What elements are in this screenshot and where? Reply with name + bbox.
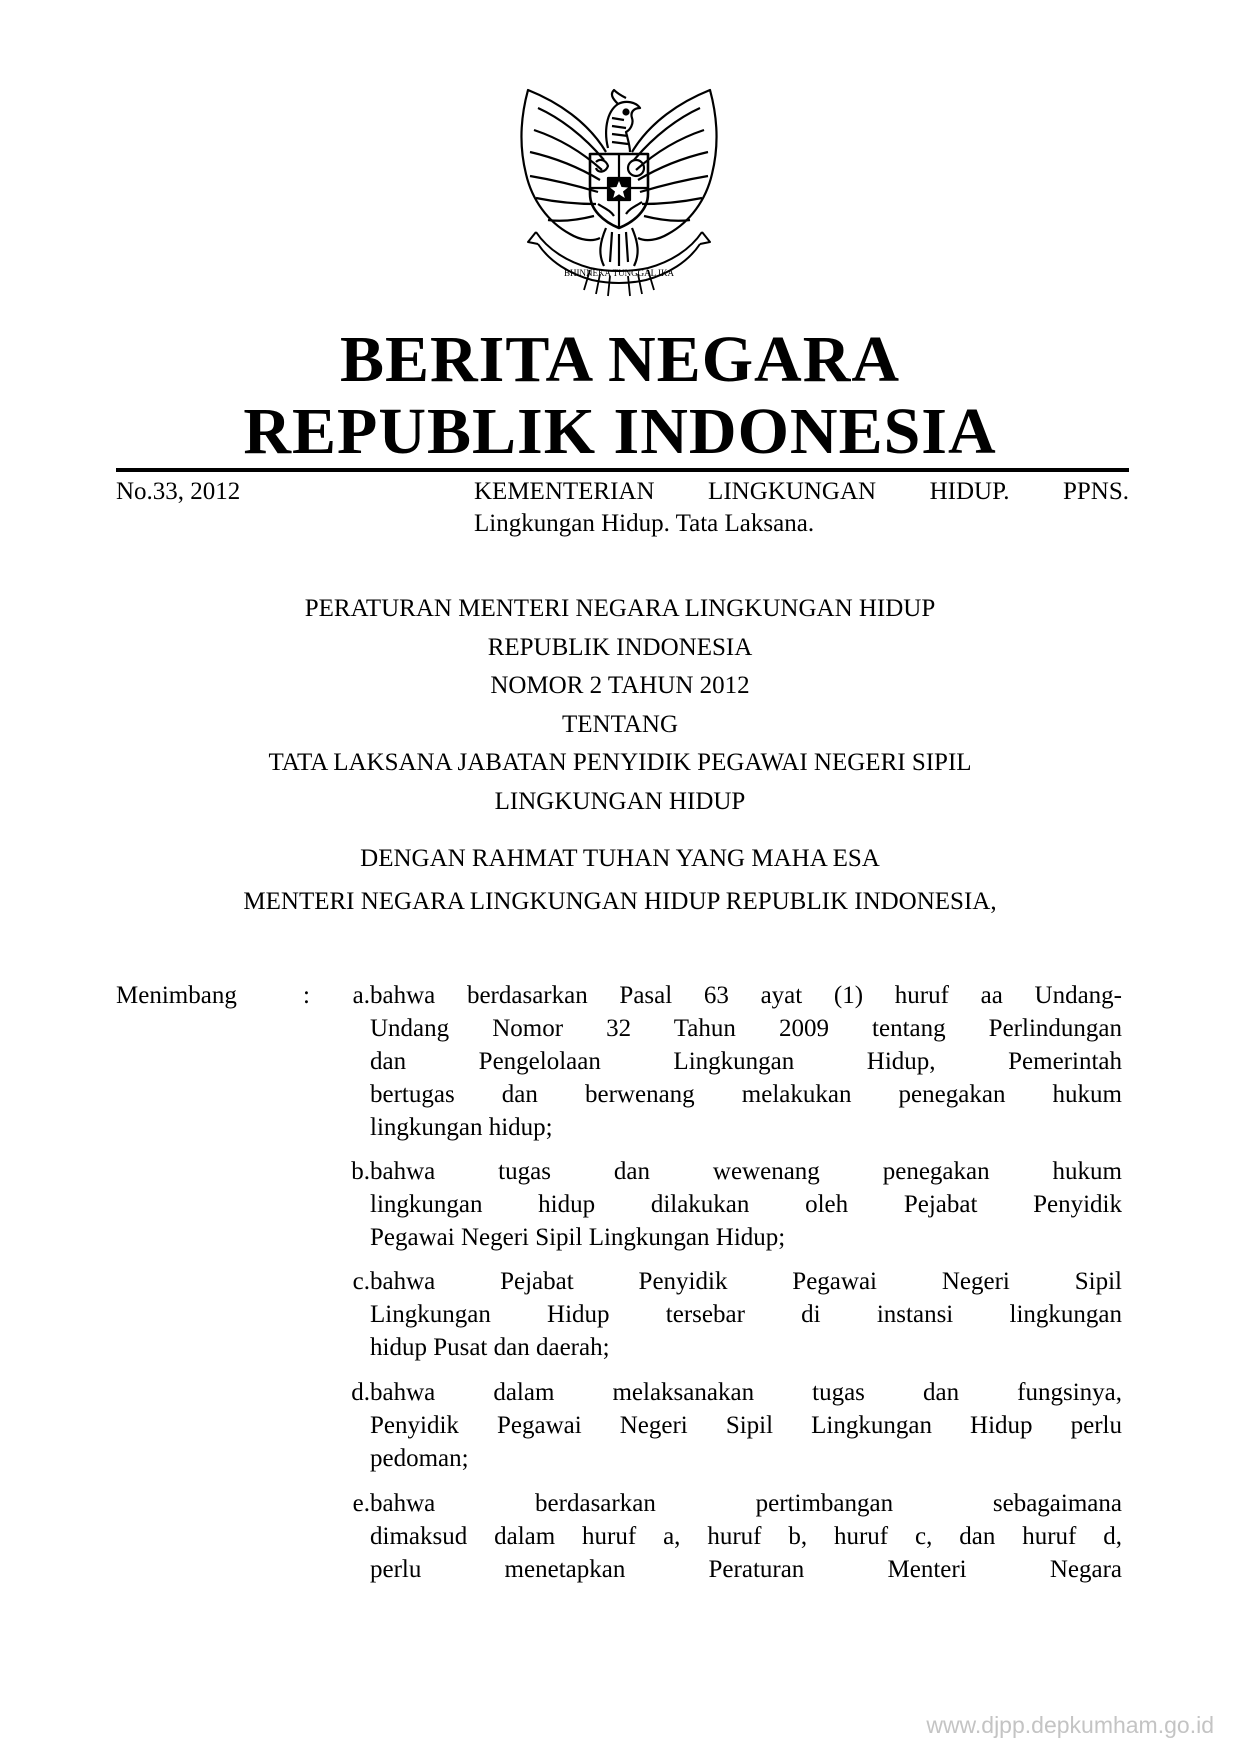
menimbang-label: Menimbang xyxy=(116,982,237,1009)
consideration-line: Penyidik Pegawai Negeri Sipil Lingkungan Hidup perlu xyxy=(370,1412,1122,1439)
masthead-title-line2: REPUBLIK INDONESIA xyxy=(243,395,997,468)
issue-subject xyxy=(474,476,1129,540)
website-watermark: www.djpp.depkumham.go.id xyxy=(926,1712,1214,1738)
regulation-title-line3: NOMOR 2 TAHUN 2012 xyxy=(490,672,750,699)
consideration-line: perlu menetapkan Peraturan Menteri Negara xyxy=(370,1556,1122,1583)
consideration-line: Undang Nomor 32 Tahun 2009 tentang Perlindungan xyxy=(370,1015,1122,1042)
consideration-line: bahwa berdasarkan Pasal 63 ayat (1) huruf aa Undang- xyxy=(370,982,1122,1009)
issue-number: No.33, 2012 xyxy=(116,478,241,505)
emblem-motto: BHINNEKA TUNGGAL IKA xyxy=(564,268,674,278)
consideration-line: lingkungan hidup; xyxy=(370,1114,553,1141)
consideration-line: lingkungan hidup dilakukan oleh Pejabat Penyidik xyxy=(370,1191,1122,1218)
consideration-line: bahwa berdasarkan pertimbangan sebagaimana xyxy=(370,1490,1122,1517)
consideration-item xyxy=(370,1487,1122,1586)
consideration-line: Lingkungan Hidup tersebar di instansi lingkungan xyxy=(370,1301,1122,1328)
issue-subject-line2: Lingkungan Hidup. Tata Laksana. xyxy=(474,510,815,537)
consideration-line: bertugas dan berwenang melakukan penegakan hukum xyxy=(370,1081,1122,1108)
consideration-item xyxy=(370,1265,1122,1364)
menimbang-colon: : xyxy=(303,982,310,1009)
consideration-line: hidup Pusat dan daerah; xyxy=(370,1334,610,1361)
regulation-title-line2: REPUBLIK INDONESIA xyxy=(487,633,753,661)
preamble-line2: MENTERI NEGARA LINGKUNGAN HIDUP REPUBLIK INDONESIA, xyxy=(243,888,997,915)
regulation-title-line5: TATA LAKSANA JABATAN PENYIDIK PEGAWAI NEGERI SIPIL xyxy=(268,749,972,776)
consideration-line: bahwa dalam melaksanakan tugas dan fungsinya, xyxy=(370,1379,1122,1406)
consideration-letter: e. xyxy=(352,1490,370,1517)
consideration-line: bahwa tugas dan wewenang penegakan hukum xyxy=(370,1158,1122,1185)
consideration-letter: c. xyxy=(352,1268,370,1295)
consideration-line: pedoman; xyxy=(370,1445,469,1472)
consideration-letter: a. xyxy=(352,982,370,1009)
masthead-divider xyxy=(116,468,1129,472)
consideration-line: bahwa Pejabat Penyidik Pegawai Negeri Sipil xyxy=(370,1268,1122,1295)
masthead-title-line1: BERITA NEGARA xyxy=(339,323,901,396)
regulation-title-line4: TENTANG xyxy=(561,710,679,738)
regulation-title-line1: PERATURAN MENTERI NEGARA LINGKUNGAN HIDUP xyxy=(304,595,936,622)
consideration-item xyxy=(370,979,1122,1144)
preamble-line1: DENGAN RAHMAT TUHAN YANG MAHA ESA xyxy=(360,845,880,872)
regulation-title xyxy=(0,590,1240,821)
consideration-letter: d. xyxy=(351,1379,370,1406)
consideration-item xyxy=(370,1155,1122,1254)
consideration-line: dan Pengelolaan Lingkungan Hidup, Pemerintah xyxy=(370,1048,1122,1075)
consideration-item xyxy=(370,1376,1122,1475)
consideration-letter: b. xyxy=(351,1158,370,1185)
issue-subject-line1: KEMENTERIAN LINGKUNGAN HIDUP. PPNS. xyxy=(474,478,1129,505)
garuda-pancasila-emblem-icon xyxy=(508,82,730,302)
consideration-line: dimaksud dalam huruf a, huruf b, huruf c, dan huruf d, xyxy=(370,1523,1122,1550)
regulation-title-line6: LINGKUNGAN HIDUP xyxy=(494,787,746,815)
consideration-line: Pegawai Negeri Sipil Lingkungan Hidup; xyxy=(370,1224,786,1251)
